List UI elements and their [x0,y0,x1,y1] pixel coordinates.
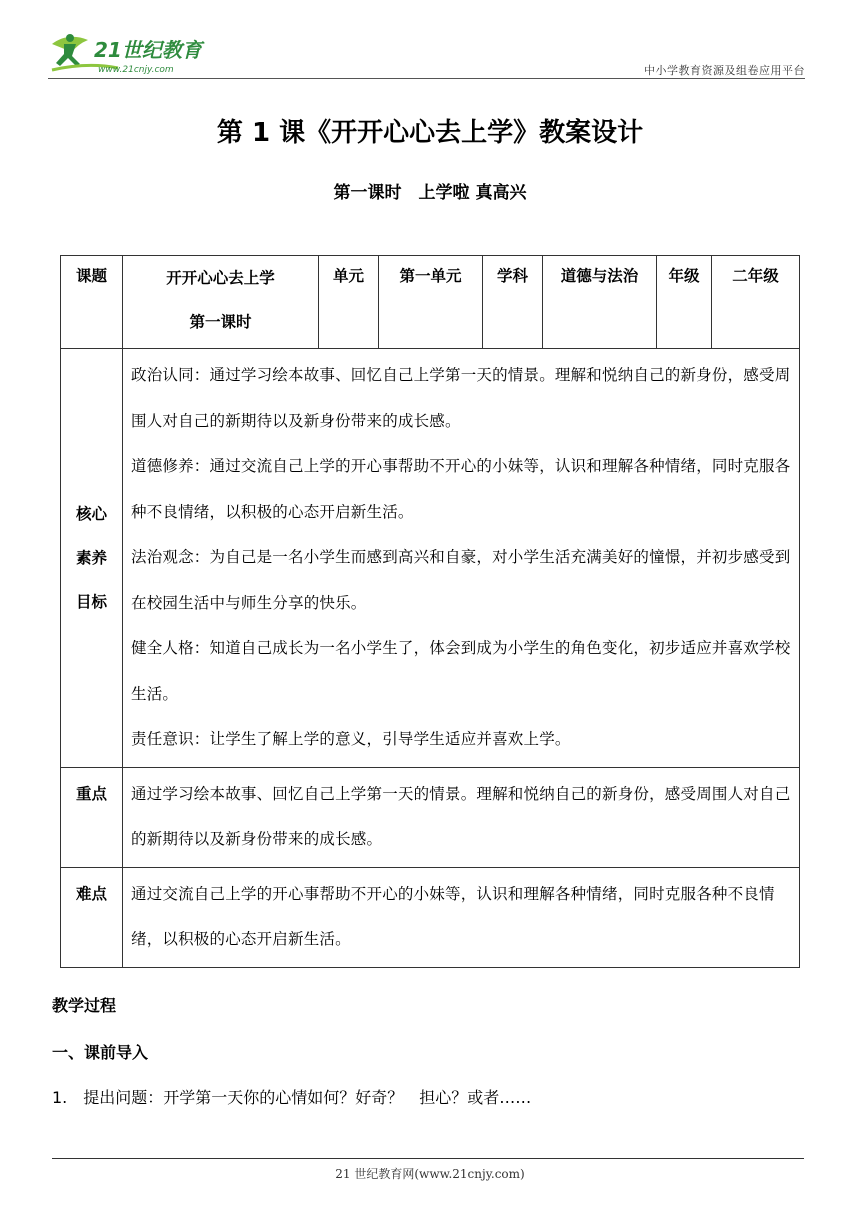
unit-value: 第一单元 [379,256,483,349]
core-goals-cell [123,349,800,768]
goal-political: 政治认同：通过学习绘本故事、回忆自己上学第一天的情景。理解和悦纳自己的新身份，感受周围人对自己的新期待以及新身份带来的成长感。 [131,366,791,430]
goal-moral: 道德修养：通过交流自己上学的开心事帮助不开心的小妹等，认识和理解各种情绪，同时克服各种不良情绪，以积极的心态开启新生活。 [131,457,791,521]
key-points-row [61,767,800,867]
svg-text:www.21cnjy.com: www.21cnjy.com [98,65,174,75]
core-goals-label: 核心 素养 目标 [61,349,123,768]
core-goals-row [61,349,800,768]
header-divider [48,78,805,79]
difficult-points-cell [123,867,800,967]
document-title: 第 1 课《开开心心去上学》教案设计 [216,118,644,148]
goal-law: 法治观念：为自己是一名小学生而感到高兴和自豪，对小学生活充满美好的憧憬，并初步感受到在校园生活中与师生分享的快乐。 [131,548,791,612]
grade-label: 年级 [657,256,712,349]
topic-value [123,256,319,349]
goal-personality: 健全人格：知道自己成长为一名小学生了，体会到成为小学生的角色变化，初步适应并喜欢学校生活。 [131,639,791,703]
unit-label: 单元 [319,256,379,349]
page-header [48,30,805,78]
grade-value: 二年级 [712,256,800,349]
key-points-label: 重点 [61,767,123,867]
footer-divider [52,1158,804,1159]
topic-value-line1: 开开心心去上学 [166,269,275,287]
difficult-points-row [61,867,800,967]
difficult-points-text: 通过交流自己上学的开心事帮助不开心的小妹等，认识和理解各种情绪，同时克服各种不良情绪，以积极的心态开启新生活。 [131,884,775,948]
topic-value-line2: 第一课时 [189,313,252,331]
section-1-heading: 一、课前导入 [52,1043,149,1062]
key-points-text: 通过学习绘本故事、回忆自己上学第一天的情景。理解和悦纳自己的新身份，感受周围人对自己的新期待以及新身份带来的成长感。 [131,784,791,848]
header-platform-text: 中小学教育资源及组卷应用平台 [644,64,805,77]
key-points-cell [123,767,800,867]
subject-label: 学科 [483,256,543,349]
lesson-info-table [60,255,800,968]
process-heading: 教学过程 [52,996,117,1015]
difficult-points-label: 难点 [61,867,123,967]
page-footer: 21 世纪教育网(www.21cnjy.com) [335,1167,525,1181]
svg-text:21世纪教育: 21世纪教育 [94,38,202,62]
subject-value: 道德与法治 [543,256,657,349]
logo-21cnjy [48,30,218,76]
document-subtitle: 第一课时 上学啦 真高兴 [333,183,527,203]
topic-label: 课题 [61,256,123,349]
goal-responsibility: 责任意识：让学生了解上学的意义，引导学生适应并喜欢上学。 [131,730,571,748]
item-1: 1. 提出问题：开学第一天你的心情如何？好奇？ 担心？或者…… [52,1088,532,1107]
table-header-row [61,256,800,349]
